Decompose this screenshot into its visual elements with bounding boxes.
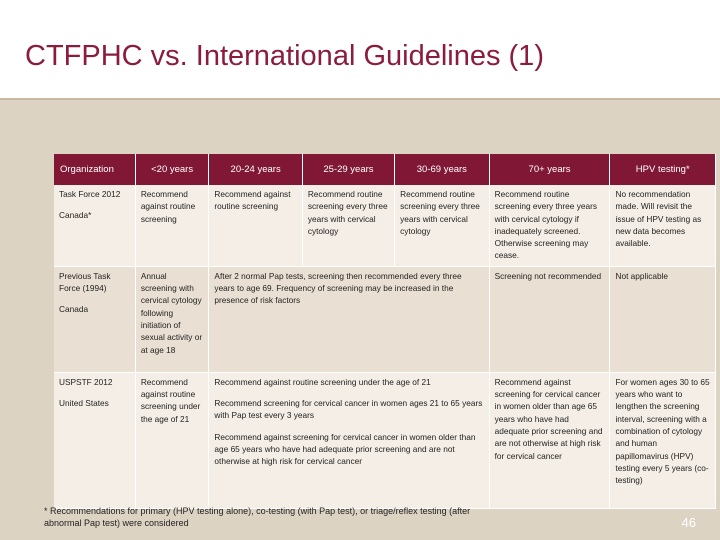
age-20-24-cell: Recommend against routine screening <box>209 185 302 266</box>
org-country: United States <box>59 398 109 409</box>
hpv-testing-cell: Not applicable <box>610 266 716 372</box>
org-cell <box>54 266 135 372</box>
hpv-testing-cell: No recommendation made. Will revisit the issue of HPV testing as new data becomes available. <box>610 185 716 266</box>
page-number: 46 <box>681 515 696 530</box>
age-20-69-span-cell: After 2 normal Pap tests, screening then recommended every three years to age 69. Frequency of screening may be increased in the presence of risk factors <box>209 266 489 372</box>
org-country: Canada <box>59 304 89 315</box>
age-20-69-span-cell <box>209 372 489 508</box>
org-name: Previous Task Force (1994) <box>59 270 111 294</box>
span-paragraph: Recommend against routine screening under the age of 21 <box>214 376 431 387</box>
table-row <box>54 185 716 266</box>
org-name: Task Force 2012 <box>59 189 121 199</box>
span-paragraph: Recommend screening for cervical cancer in women ages 21 to 65 years with Pap test every 3 years <box>214 398 483 421</box>
age-70-plus-cell: Recommend against screening for cervical cancer in women older than age 65 years who have had adequate prior screening and are not otherwise at high risk for cervical cancer <box>489 372 610 508</box>
org-cell <box>54 372 135 508</box>
under-20-cell: Recommend against routine screening under the age of 21 <box>135 372 209 508</box>
footnote: * Recommendations for primary (HPV testing alone), co-testing (with Pap test), or triage/reflex testing (after abnormal Pap test) were considered <box>44 506 471 528</box>
header-70-plus: 70+ years <box>489 154 610 185</box>
header-20-24: 20-24 years <box>209 154 302 185</box>
table-row <box>54 372 716 508</box>
header-under-20: <20 years <box>135 154 209 185</box>
guidelines-table <box>54 154 716 509</box>
org-name: USPSTF 2012 <box>59 376 113 387</box>
slide-title: CTFPHC vs. International Guidelines (1) <box>25 40 544 72</box>
under-20-cell: Recommend against routine screening <box>135 185 209 266</box>
span-paragraph: Recommend against screening for cervical cancer in women older than age 65 years who have had adequate prior screening and are not otherwise at high risk for cervical cancer <box>214 431 476 467</box>
header-hpv-testing: HPV testing* <box>610 154 716 185</box>
table-row <box>54 266 716 372</box>
under-20-cell: Annual screening with cervical cytology following initiation of sexual activity or at age 18 <box>135 266 209 372</box>
table-header-row <box>54 154 716 185</box>
age-70-plus-cell: Screening not recommended <box>489 266 610 372</box>
org-country: Canada* <box>59 210 92 221</box>
band-divider <box>0 98 720 100</box>
header-organization: Organization <box>54 154 135 185</box>
header-30-69: 30-69 years <box>395 154 490 185</box>
header-25-29: 25-29 years <box>302 154 394 185</box>
hpv-testing-cell: For women ages 30 to 65 years who want to lengthen the screening interval, screening with a combination of cytology and human papillomavirus (HPV) testing every 5 years (co-testing) <box>610 372 716 508</box>
org-cell <box>54 185 135 266</box>
age-70-plus-cell: Recommend routine screening every three years with cervical cytology if inadequately screened. Otherwise screening may cease. <box>489 185 610 266</box>
age-25-29-cell: Recommend routine screening every three years with cervical cytology <box>302 185 394 266</box>
age-30-69-cell: Recommend routine screening every three years with cervical cytology <box>395 185 490 266</box>
